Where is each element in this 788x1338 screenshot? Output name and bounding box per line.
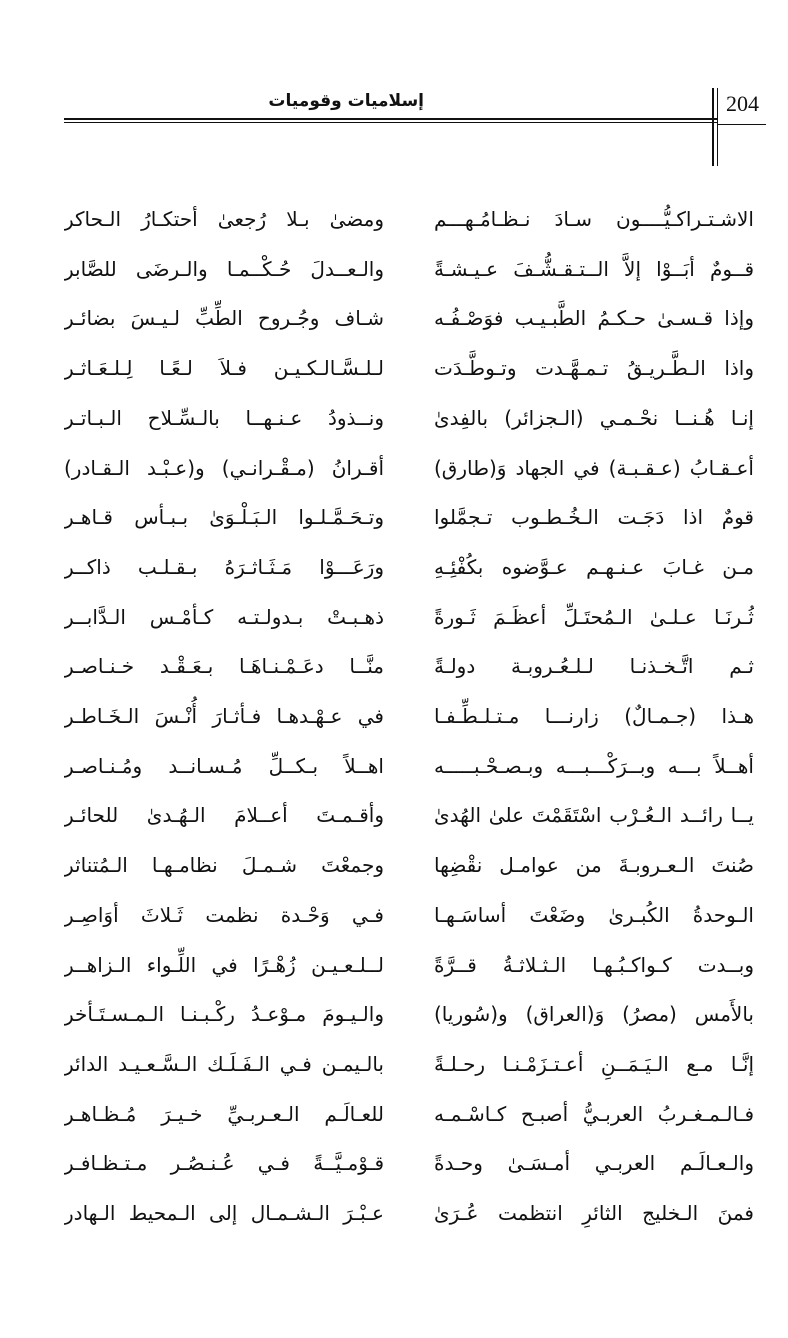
poem-row — [64, 842, 754, 888]
verse-first-hemistich: والـعـالَـم العربـي أمـسَـىٰ وحـدةً — [434, 1151, 754, 1176]
verse-second-hemistich: وتـحَـمَّـلـوا الـبَـلْـوَىٰ بـبـأس قـاهـر — [64, 505, 384, 530]
poem-row — [64, 1091, 754, 1137]
running-title: إسلاميات وقوميات — [268, 91, 424, 111]
verse-first-hemistich: يــا رائــد الـعُـرْب اسْتَقَمْتَ علىٰ الهُدىٰ — [434, 803, 754, 828]
poem-row — [64, 1190, 754, 1236]
verse-first-hemistich: الـوحدةُ الكُبـرىٰ وضَعْتَ أساسَـهـا — [434, 902, 754, 927]
verse-first-hemistich: هـذا (جـمـالٌ) زارنـــا مـتـلـطِّـفـا — [434, 704, 754, 728]
poem-row — [64, 743, 754, 789]
header-vertical-rule-thin — [717, 88, 718, 166]
header-rule-thin — [64, 122, 718, 123]
poem-row — [64, 544, 754, 590]
verse-second-hemistich: ونــذودُ عـنـهــا بالـسِّـلاح الـبـاتـر — [64, 405, 384, 430]
poem-row — [64, 395, 754, 441]
verse-first-hemistich: إنـا هُـنــا نحْـمـي (الـجزائر) بالفِدىٰ — [434, 405, 754, 430]
verse-second-hemistich: في عـهْـدهـا فـأثـارَ أُنْـسَ الـخَـاطـر — [64, 704, 384, 728]
verse-first-hemistich: أعـقـابُ (عـقـبـة) في الجهاد وَ(طارق) — [434, 455, 754, 480]
poem-row — [64, 792, 754, 838]
poem-row — [64, 494, 754, 540]
page-number: 204 — [726, 91, 759, 116]
header-vertical-rule — [712, 88, 714, 166]
verse-second-hemistich: منَّــا دعَـمْـنـاهَـا بـعَـقْـد خـنـاصـر — [64, 654, 384, 679]
poem-row — [64, 991, 754, 1037]
poem-row — [64, 892, 754, 938]
verse-second-hemistich: بالـيمـن فـي الـفَـلَـك الـسَّـعـيـد الدائر — [64, 1051, 384, 1076]
verse-second-hemistich: ذهـبـتْ بـدولـتـه كـأمْـس الـدَّابــر — [64, 604, 384, 629]
verse-second-hemistich: لــلـعـيـن زُهْـرًا في اللِّـواء الـزاهــر — [64, 952, 384, 977]
verse-first-hemistich: واذا الـطَّـريـقُ تـمـهَّـدت وتـوطَّـدَت — [434, 356, 754, 381]
verse-first-hemistich: بالأَمس (مصرُ) وَ(العراق) و(سُوريا) — [434, 1002, 754, 1027]
poem-row — [64, 942, 754, 988]
verse-first-hemistich: صُنتَ الـعـروبـةَ من عوامـل نقْضِها — [434, 853, 754, 878]
page-header — [0, 0, 788, 170]
verse-second-hemistich: وأقـمـتَ أعــلامَ الـهُـدىٰ للحائـر — [64, 803, 384, 828]
verse-second-hemistich: فـي وَحْـدة نظمت ثَـلاثَ أوَاصِـر — [64, 902, 384, 927]
verse-first-hemistich: ثُـرنَـا عـلـىٰ الـمُحتَـلِّ أعظَـمَ ثَـورةً — [434, 604, 754, 629]
verse-first-hemistich: مـن غـابَ عـنـهـم عـوَّضوه بكُفْئِـهِ — [434, 554, 754, 579]
verse-second-hemistich: للعـالَـم الـعـربـيِّ خـيـرَ مُـظـاهـر — [64, 1101, 384, 1126]
poem-row — [64, 693, 754, 739]
verse-second-hemistich: والـيـومَ مـوْعـدُ ركْـبـنـا الـمـسـتَـأخر — [64, 1002, 384, 1027]
poem-row — [64, 196, 754, 242]
poem-row — [64, 594, 754, 640]
verse-first-hemistich: قــومٌ أبَــوْا إلاَّ الــتـقـشُّـفَ عـيـشـةً — [434, 256, 754, 281]
verse-first-hemistich: وإذا قـسـىٰ حـكـمُ الطَّبـيـب فوَصْـفُـه — [434, 306, 754, 331]
verse-first-hemistich: فـالـمـغـربُ العربـيُّ أصبـح كـاسْـمـه — [434, 1101, 754, 1126]
page-number-underline — [718, 124, 766, 125]
verse-second-hemistich: قـوْمـيَّــةً فـي عُـنـصُـر مـتـظـافـر — [64, 1151, 384, 1176]
verse-first-hemistich: فمنَ الـخليج الثائرِ انتظمت عُـرَىٰ — [434, 1201, 754, 1225]
poem-row — [64, 643, 754, 689]
verse-second-hemistich: أقـرانُ (مـقْـرانـي) و(عـبْـد الـقـادر) — [64, 455, 384, 480]
verse-second-hemistich: والـعــدلَ حُـكْــمـا والـرضَى للصَّابر — [64, 256, 384, 281]
verse-second-hemistich: لـلـسَّـالـكـيـن فـلاَ لـعًـا لِـلـعَـاثـر — [64, 356, 384, 381]
poem-row — [64, 445, 754, 491]
poem-row — [64, 295, 754, 341]
verse-first-hemistich: قومٌ اذا دَجَـت الـخُـطـوب تـجمَّلوا — [434, 505, 754, 530]
verse-second-hemistich: اهــلاً بـكــلِّ مُـسـانــد ومُـنـاصـر — [64, 753, 384, 778]
poem-body — [64, 196, 754, 1246]
verse-first-hemistich: وبــدت كـواكـبُـهـا الـثـلاثـةُ قــرَّةً — [434, 952, 754, 977]
poem-row — [64, 246, 754, 292]
verse-second-hemistich: ورَعَـــوْا مَـثَـاثـرَهُ بـقـلـب ذاكــر — [64, 554, 384, 579]
poem-row — [64, 1140, 754, 1186]
verse-second-hemistich: عـبْـرَ الـشـمـال إلى الـمحيط الـهادر — [64, 1201, 384, 1225]
header-rule — [64, 118, 718, 120]
verse-first-hemistich: الاشـتـراكـيُّــــون سـادَ نـظـامُـهـــم — [434, 207, 754, 231]
verse-second-hemistich: شـاف وجُـروح الطِّبِّ لـيـسَ بضائـر — [64, 306, 384, 331]
poem-row — [64, 1041, 754, 1087]
verse-second-hemistich: ومضىٰ بـلا رُجعىٰ أحتكـارُ الـحاكر — [64, 207, 384, 231]
verse-first-hemistich: ثـم اتَّـخـذنـا لـلـعُـروبـة دولـةً — [434, 654, 754, 679]
verse-first-hemistich: إنَّـا مـع الـيَـمَــنِ أعـتـزَمْـنـا رحـلـةً — [434, 1051, 754, 1076]
verse-second-hemistich: وجمعْتَ شـمـلَ نظامـهـا الـمُتناثر — [64, 853, 384, 878]
poem-row — [64, 345, 754, 391]
verse-first-hemistich: أهــلاً بـــه وبــرَكْـــبـــه وبـصـحْـبـــــه — [434, 753, 754, 778]
